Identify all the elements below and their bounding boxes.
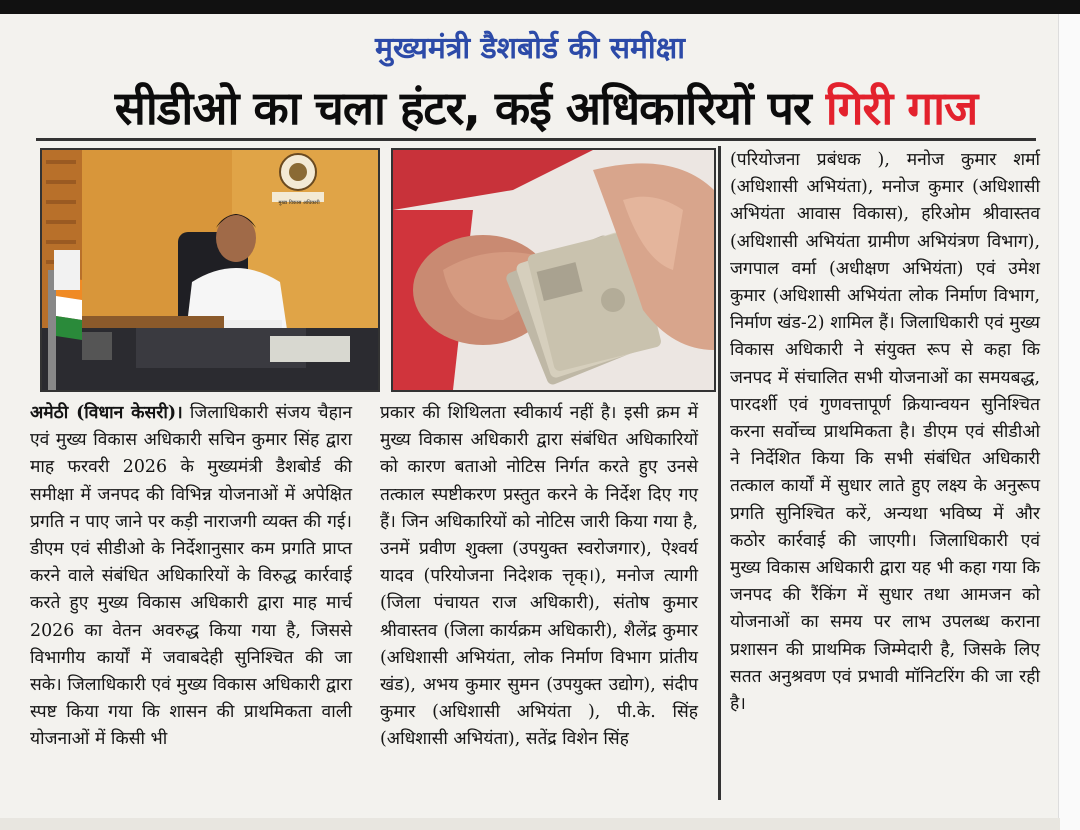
headline-red-text: गिरी गाज	[825, 81, 978, 135]
money-photo	[391, 148, 716, 392]
article-column-1	[30, 400, 352, 754]
column-3-text: (परियोजना प्रबंधक ), मनोज कुमार शर्मा (अधिशासी अभियंता), मनोज कुमार (अधिशासी अभियंता आवास विकास), हरिओम श्रीवास्तव (अधिशासी अभियंता ग्रामीण अभियंत्रण विभाग), जगपाल वर्मा (अधीक्षण अभियंता) एवं उमेश कुमार (अधिशासी अभियंता लोक निर्माण विभाग, निर्माण खंड-2) शामिल हैं। जिलाधिकारी एवं मुख्य विकास अधिकारी ने संयुक्त रूप से कहा कि जनपद में संचालित सभी योजनाओं का समयबद्ध, पारदर्शी एवं गुणवत्तापूर्ण क्रियान्वयन सुनिश्चित करना सर्वोच्च प्राथमिकता है। डीएम एवं सीडीओ ने निर्देशित किया कि सभी संबंधित अधिकारी तत्काल कार्यों में सुधार लाते हुए लक्ष्य के अनुरूप प्रगति सुनिश्चित करें, अन्यथा भविष्य में और कठोर कार्रवाई की जाएगी। जिलाधिकारी एवं मुख्य विकास अधिकारी द्वारा यह भी कहा गया कि जनपद की रैंकिंग में सुधार तथा आमजन को योजनाओं का समय पर लाभ उपलब्ध कराना प्रशासन की प्राथमिक जिम्मेदारी है, जिसके लिए सतत अनुश्रवण एवं प्रभावी मॉनिटरिंग की जा रही है।	[730, 150, 1040, 715]
article-headline	[36, 76, 1056, 138]
office-emblem-label: मुख्य विकास अधिकारी	[278, 200, 320, 206]
office-scene-illustration	[42, 150, 378, 390]
bottom-edge-strip	[0, 818, 1060, 830]
article-kicker: मुख्यमंत्री डैशबोर्ड की समीक्षा	[375, 31, 685, 66]
headline-rule	[36, 138, 1036, 141]
top-edge-bar	[0, 0, 1080, 14]
article-column-3	[730, 147, 1040, 718]
hands-with-cash-illustration	[393, 150, 714, 390]
column-1-text: जिलाधिकारी संजय चैहान एवं मुख्य विकास अधिकारी सचिन कुमार सिंह द्वारा माह फरवरी 2026 के मुख्यमंत्री डैशबोर्ड की समीक्षा में जनपद की विभिन्न योजनाओं में अपेक्षित प्रगति न पाए जाने पर कड़ी नाराजगी व्यक्त की गई। डीएम एवं सीडीओ के निर्देशानुसार कम प्रगति प्राप्त करने वाले संबंधित अधिकारियों के विरुद्ध कार्रवाई करते हुए मुख्य विकास अधिकारी द्वारा माह मार्च 2026 का वेतन अवरुद्ध किया गया है, जिससे विभागीय कार्यों में जवाबदेही सुनिश्चित की जा सके। जिलाधिकारी एवं मुख्य विकास अधिकारी द्वारा स्पष्ट किया गया कि शासन की प्राथमिकता वाली योजनाओं में किसी भी	[30, 403, 352, 750]
column-2-text: प्रकार की शिथिलता स्वीकार्य नहीं है। इसी क्रम में मुख्य विकास अधिकारी द्वारा संबंधित अधिकारियों को कारण बताओ नोटिस निर्गत करते हुए उनसे तत्काल स्पष्टीकरण प्रस्तुत करने के निर्देश दिए गए हैं। जिन अधिकारियों को नोटिस जारी किया गया है, उनमें प्रवीण शुक्ला (उपयुक्त स्वरोजगार), ऐश्वर्य यादव (परियोजना निदेशक त्तृक्।), मनोज त्यागी (जिला पंचायत राज अधिकारी), संतोष कुमार श्रीवास्तव (जिला कार्यक्रम अधिकारी), शैलेंद्र कुमार (अधिशासी अभियंता, लोक निर्माण विभाग प्रांतीय खंड), अभय कुमार सुमन (उपयुक्त उद्योग), संदीप कुमार (अधिशासी अभियंता ), पी.के. सिंह (अधिशासी अभियंता), सतेंद्र विशेन सिंह	[380, 403, 698, 750]
article-column-2	[380, 400, 698, 754]
column-divider	[718, 146, 721, 800]
office-photo	[40, 148, 380, 392]
headline-main-text: सीडीओ का चला हंटर, कई अधिकारियों पर	[114, 81, 826, 135]
article-dateline: अमेठी (विधान केसरी)।	[30, 403, 183, 423]
adjacent-page-strip	[1058, 14, 1080, 830]
